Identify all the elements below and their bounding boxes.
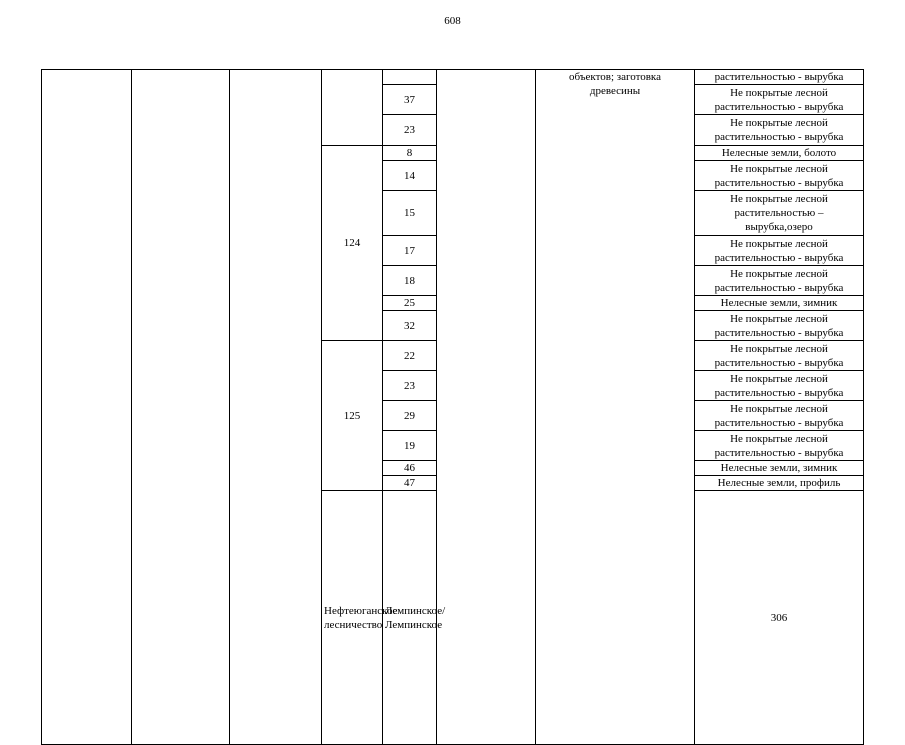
table-row (42, 70, 864, 85)
forestry-cell-empty (42, 70, 132, 745)
quarter-cell: 125 (322, 341, 383, 491)
category-cell-empty (437, 70, 536, 745)
note-cell: Нелесные земли, зимник (695, 296, 864, 311)
note-cell: Не покрытые лесной растительностью – вырубка,озеро (695, 191, 864, 236)
plot-cell: 19 (383, 431, 437, 461)
plot-cell: 17 (383, 236, 437, 266)
district-cell: Лемпинское/ Лемпинское (383, 491, 437, 745)
plot-cell: 8 (383, 146, 437, 161)
plot-cell: 25 (383, 296, 437, 311)
note-cell: Не покрытые лесной растительностью - вырубка (695, 266, 864, 296)
note-cell: Не покрытые лесной растительностью - вырубка (695, 115, 864, 146)
plot-cell: 29 (383, 401, 437, 431)
plot-cell: 32 (383, 311, 437, 341)
forest-plots-table (41, 69, 864, 745)
purpose-cell: объектов; заготовка древесины (536, 70, 695, 745)
note-cell: Нелесные земли, зимник (695, 461, 864, 476)
note-cell: Не покрытые лесной растительностью - вырубка (695, 431, 864, 461)
district-cell-empty (132, 70, 230, 745)
plot-cell: 47 (383, 476, 437, 491)
quarter-cell-empty (322, 70, 383, 146)
plot-cell: 23 (383, 115, 437, 146)
plot-cell: 18 (383, 266, 437, 296)
note-cell: растительностью - вырубка (695, 70, 864, 85)
plot-cell-empty (383, 70, 437, 85)
note-cell: Не покрытые лесной растительностью - вырубка (695, 236, 864, 266)
note-cell: Не покрытые лесной растительностью - вырубка (695, 85, 864, 115)
plot-cell: 37 (383, 85, 437, 115)
page-number: 608 (444, 15, 461, 27)
plot-cell: 23 (383, 371, 437, 401)
quarter-cell: 306 (695, 491, 864, 745)
tract-cell-empty (230, 70, 322, 745)
plot-cell: 14 (383, 161, 437, 191)
note-cell: Не покрытые лесной растительностью - вырубка (695, 311, 864, 341)
note-cell: Не покрытые лесной растительностью - вырубка (695, 371, 864, 401)
note-cell: Нелесные земли, болото (695, 146, 864, 161)
plot-cell: 46 (383, 461, 437, 476)
plot-cell: 22 (383, 341, 437, 371)
forestry-cell: Нефтеюганское лесничество (322, 491, 383, 745)
note-cell: Не покрытые лесной растительностью - вырубка (695, 401, 864, 431)
quarter-cell: 124 (322, 146, 383, 341)
note-cell: Не покрытые лесной растительностью - вырубка (695, 161, 864, 191)
note-cell: Не покрытые лесной растительностью - вырубка (695, 341, 864, 371)
note-cell: Нелесные земли, профиль (695, 476, 864, 491)
plot-cell: 15 (383, 191, 437, 236)
